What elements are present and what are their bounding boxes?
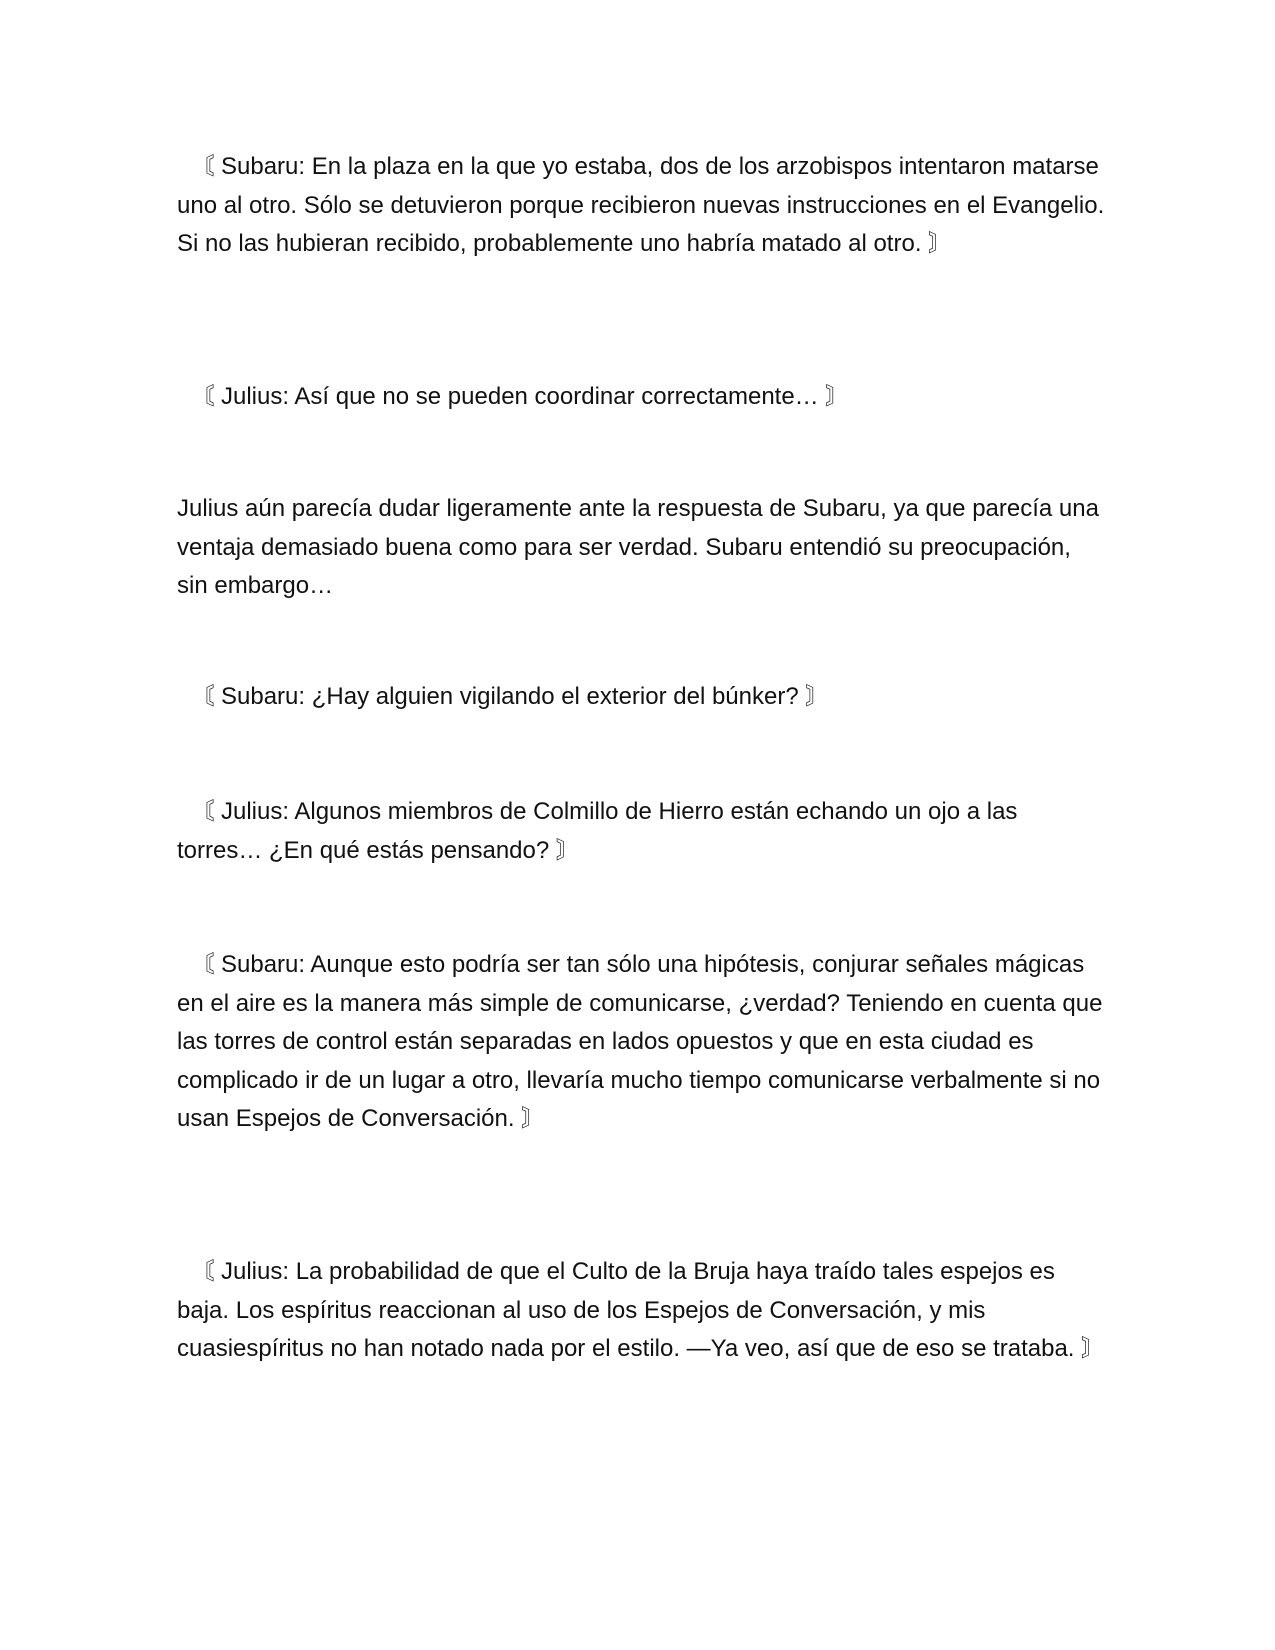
narration-paragraph: Julius aún parecía dudar ligeramente ante la respuesta de Subaru, ya que parecía una ventaja demasiado buena como para ser verdad. Subaru entendió su preocupación, sin embargo… [177, 495, 1099, 599]
dialogue-julius-3: 〘 Julius: La probabilidad de que el Culto de la Bruja haya traído tales espejos es baja. Los espíritus reaccionan al uso de los Espejos de Conversación, y mis cuasiespíritus no han notado nada por el estilo. —Ya veo, así que de eso se trataba. 〙 [177, 1258, 1106, 1362]
dialogue-subaru-3: 〘 Subaru: Aunque esto podría ser tan sólo una hipótesis, conjurar señales mágicas en el aire es la manera más simple de comunicarse, ¿verdad? Teniendo en cuenta que las torres de control están separadas en lados opuestos y que en esta ciudad es complicado ir de un lugar a otro, llevaría mucho tiempo comunicarse verbalmente si no usan Espejos de Conversación. 〙 [177, 951, 1103, 1132]
dialogue-julius-2: 〘 Julius: Algunos miembros de Colmillo de Hierro están echando un ojo a las torres… ¿En qué estás pensando? 〙 [177, 798, 1018, 864]
dialogue-julius-1: 〘 Julius: Así que no se pueden coordinar correctamente… 〙 [177, 383, 850, 410]
dialogue-subaru-2: 〘 Subaru: ¿Hay alguien vigilando el exterior del búnker? 〙 [177, 683, 830, 710]
dialogue-subaru-1: 〘 Subaru: En la plaza en la que yo estaba, dos de los arzobispos intentaron matarse uno al otro. Sólo se detuvieron porque recibieron nuevas instrucciones en el Evangelio. Si no las hubieran recibido, probablemente uno habría matado al otro. 〙 [177, 153, 1105, 257]
